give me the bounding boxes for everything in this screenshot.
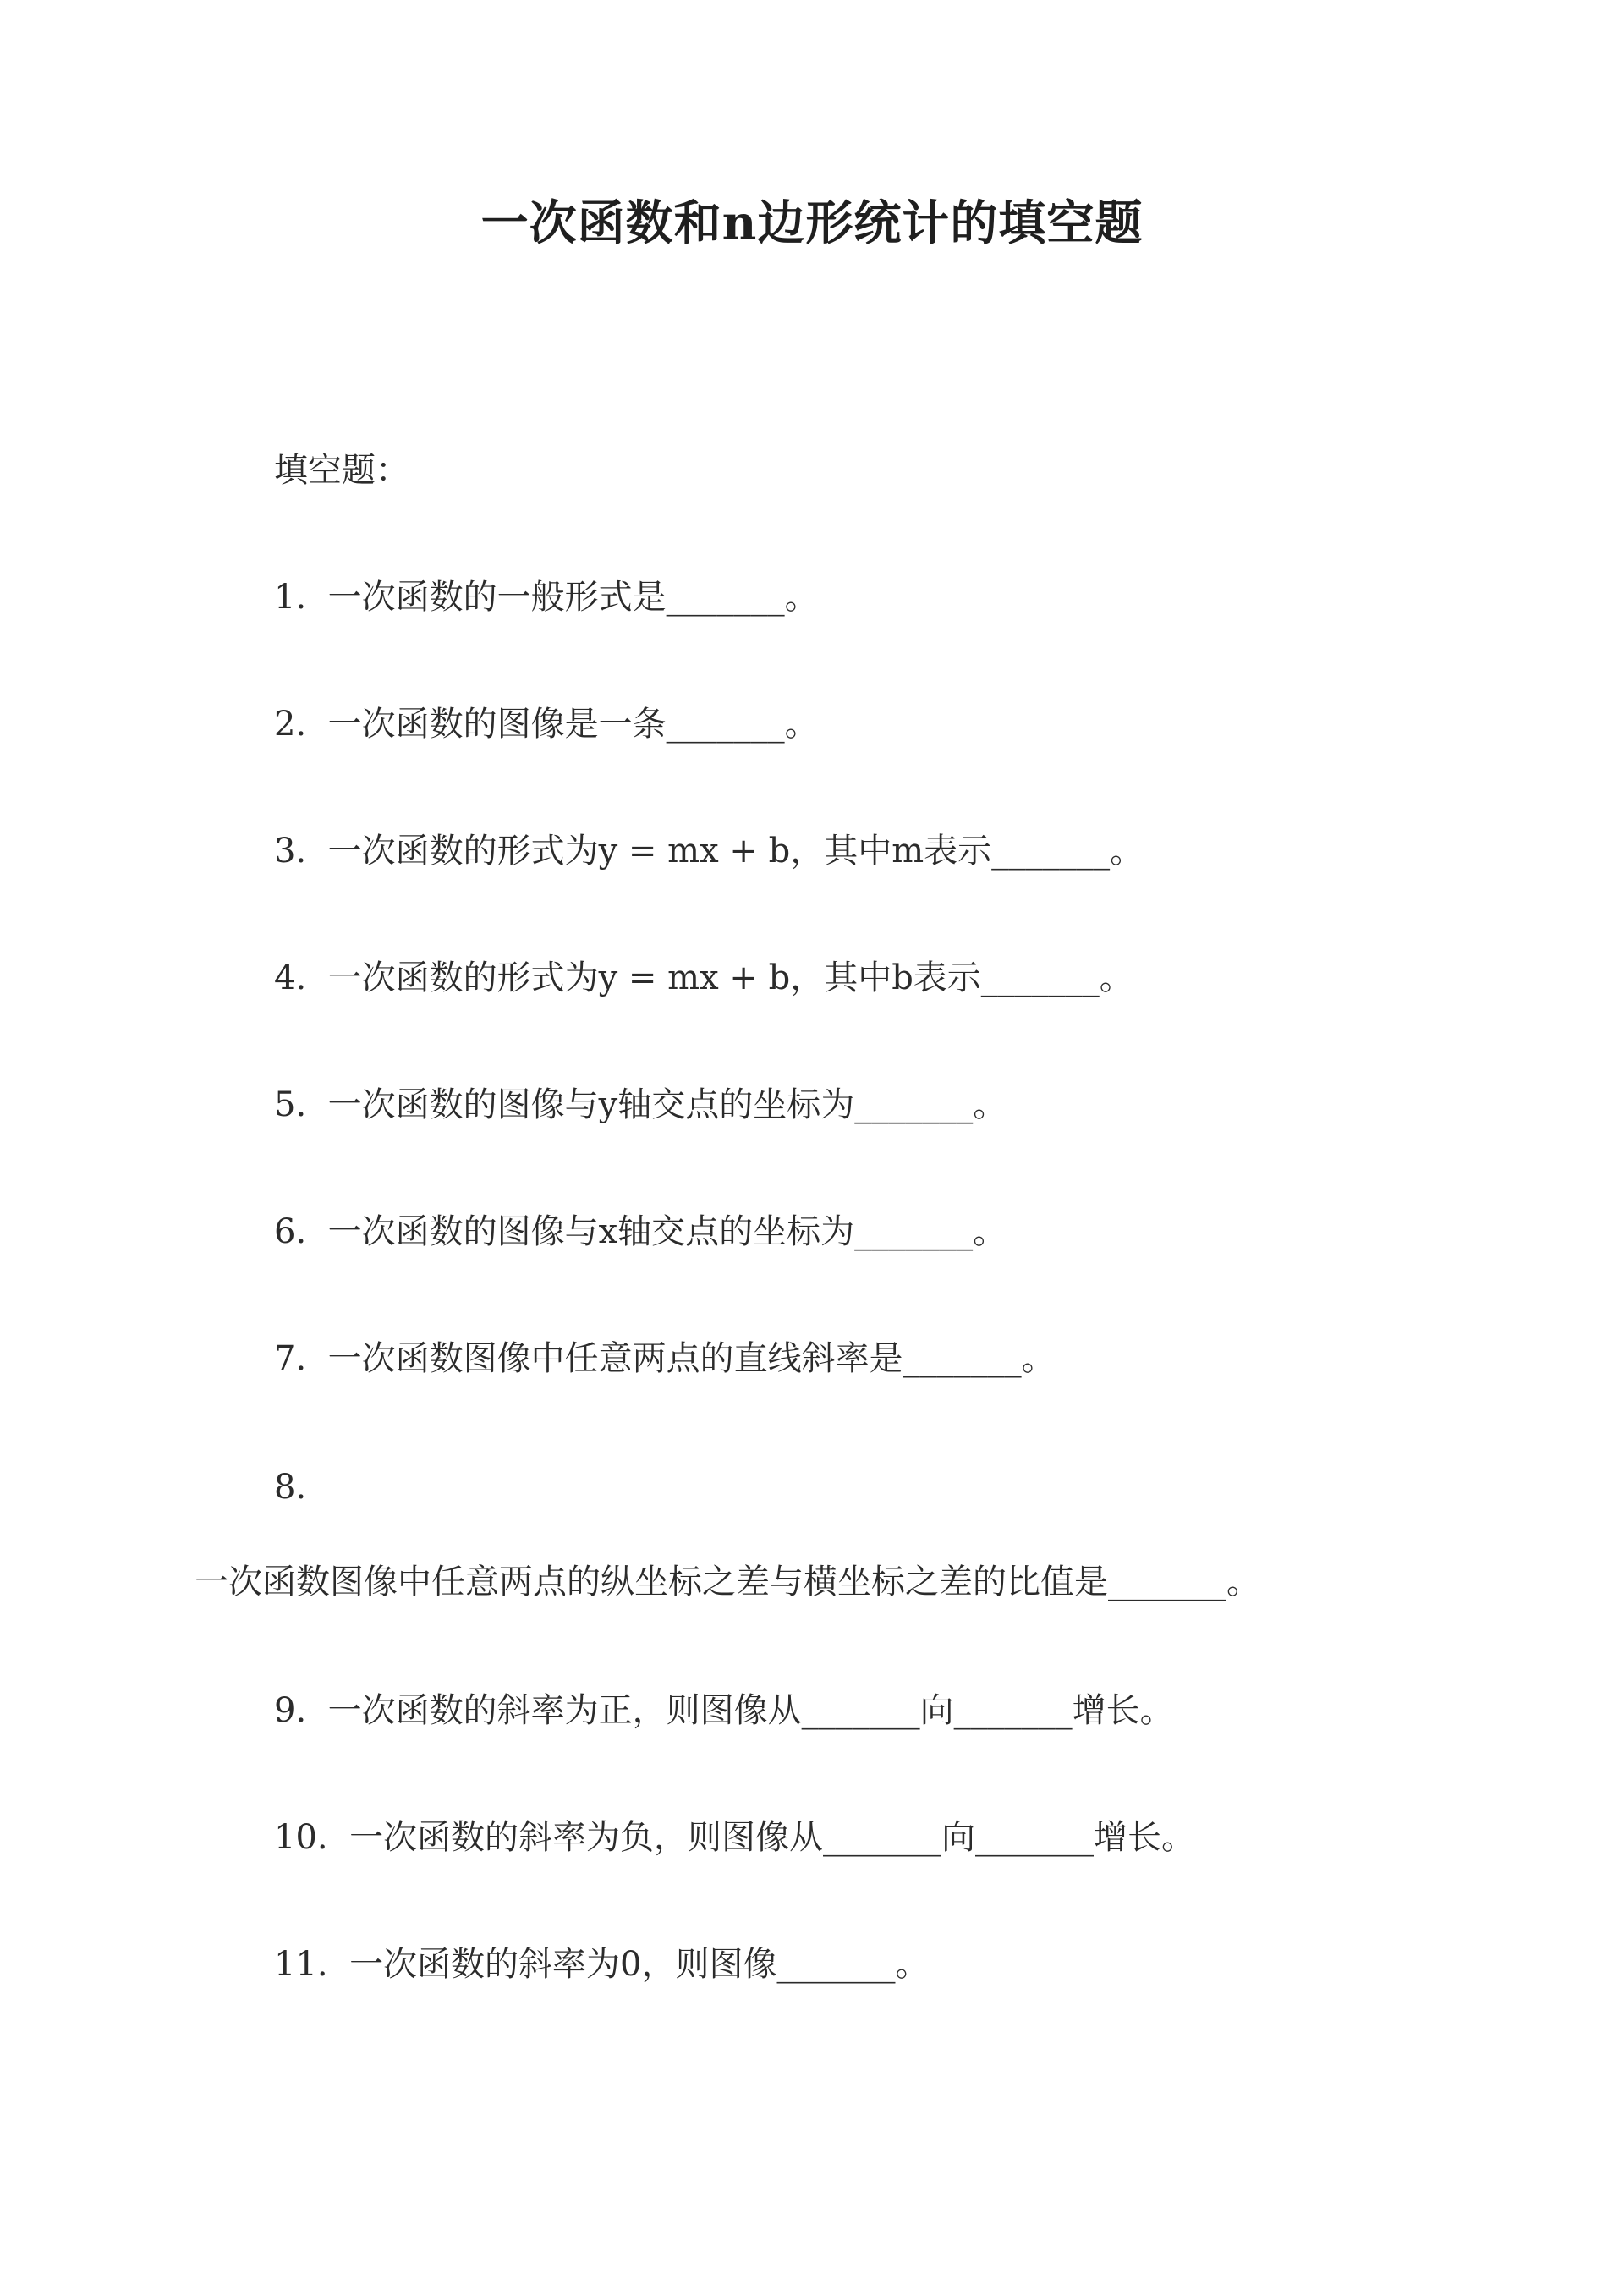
question-text: 一次函数的斜率为0，则图像_______。: [349, 1945, 930, 1984]
question-text: 一次函数的斜率为正，则图像从_______向_______增长。: [327, 1691, 1174, 1730]
question-number: 6.: [274, 1212, 307, 1251]
question-number: 3.: [274, 832, 307, 871]
question-number: 2.: [274, 705, 307, 744]
question-8-text: 一次函数图像中任意两点的纵坐标之差与横坐标之差的比值是_______。: [195, 1563, 1260, 1601]
question-number: 1.: [274, 578, 307, 617]
question-7: [274, 1335, 1056, 1382]
question-number: 11.: [274, 1945, 328, 1984]
question-text: 一次函数的一般形式是_______。: [327, 578, 819, 617]
section-label: 填空题：: [274, 451, 409, 490]
question-3: [274, 827, 1144, 875]
question-9: [274, 1687, 1174, 1734]
question-text: 一次函数的图像与y轴交点的坐标为_______。: [327, 1085, 1007, 1124]
question-text: 一次函数的图像是一条_______。: [327, 705, 819, 744]
question-text: 一次函数的斜率为负，则图像从_______向_______增长。: [349, 1818, 1196, 1857]
page-title: 一次函数和n边形统计的填空题: [480, 195, 1144, 251]
question-6: [274, 1208, 1007, 1255]
question-11: [274, 1941, 930, 1988]
question-4: [274, 954, 1133, 1002]
question-text: 一次函数的形式为y = mx + b，其中b表示_______。: [327, 958, 1133, 997]
question-10: [274, 1814, 1195, 1861]
question-8-number: 8.: [274, 1468, 307, 1507]
question-text: 一次函数的形式为y = mx + b，其中m表示_______。: [327, 832, 1144, 871]
question-2: [274, 700, 819, 748]
question-number: 9.: [274, 1691, 307, 1730]
question-number: 4.: [274, 958, 307, 997]
question-5: [274, 1081, 1007, 1129]
question-text: 一次函数的图像与x轴交点的坐标为_______。: [327, 1212, 1007, 1251]
question-number: 5.: [274, 1085, 307, 1124]
question-1: [274, 574, 819, 621]
question-number: 7.: [274, 1339, 307, 1378]
question-text: 一次函数图像中任意两点的直线斜率是_______。: [327, 1339, 1056, 1378]
question-number: 10.: [274, 1818, 328, 1857]
